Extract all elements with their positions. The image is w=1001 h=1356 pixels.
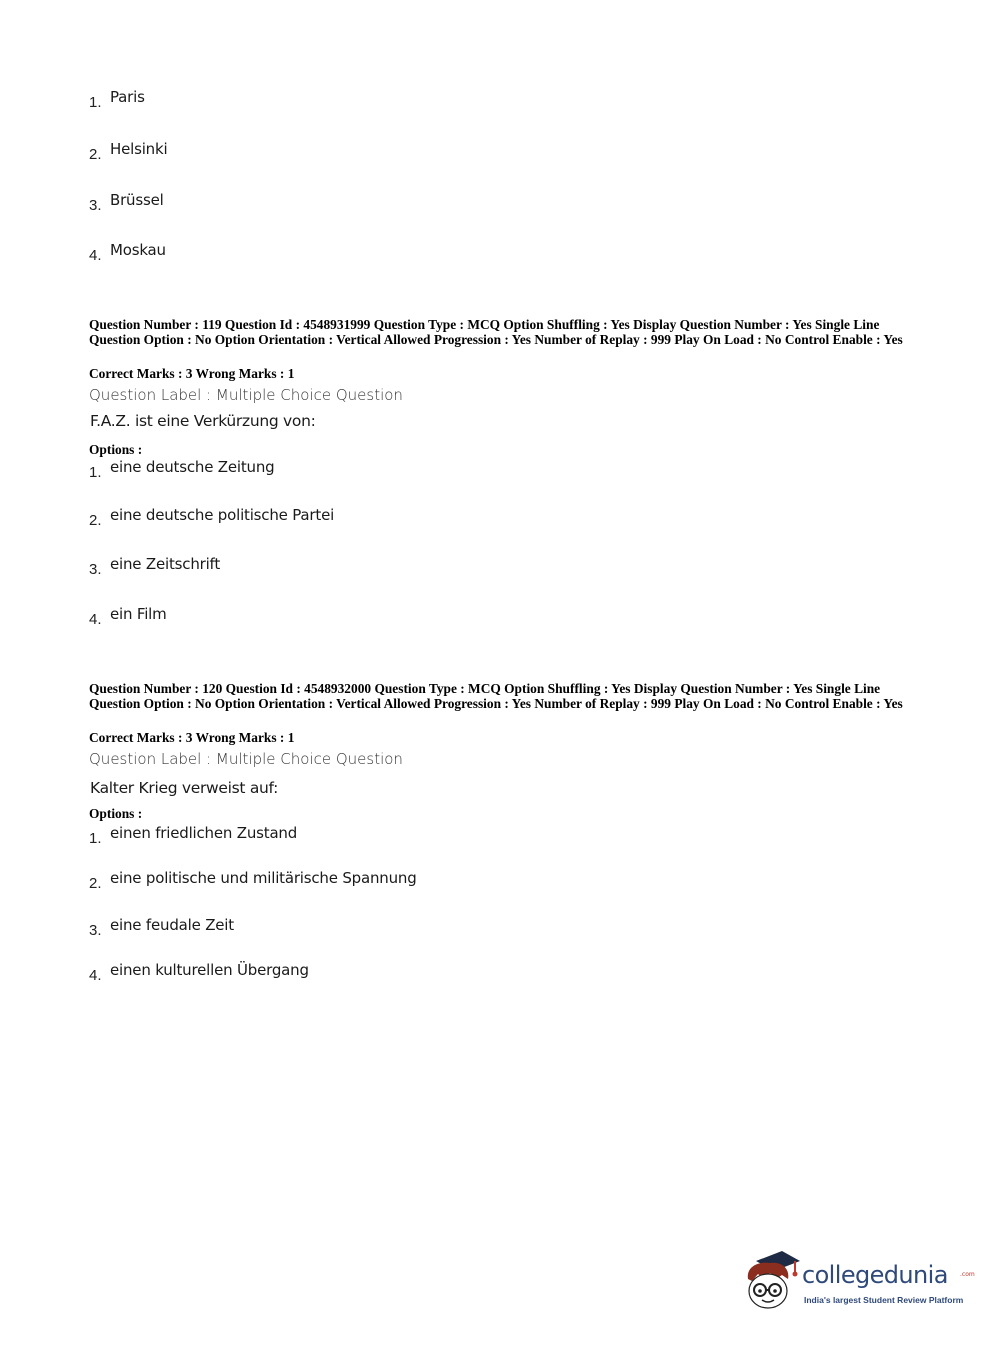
options-heading: Options :: [89, 806, 143, 821]
option-2: [89, 869, 417, 892]
question-marks: Correct Marks : 3 Wrong Marks : 1: [89, 730, 295, 745]
question-meta: Question Number : 119 Question Id : 4548931999 Question Type : MCQ Option Shuffling : Yes Display Question Number : Yes Single Line Question Option : No Option Orientation : Vertical Allowed Progression : Yes Number of Replay : 999 Play On Load : No Control Enable : Yes: [89, 317, 903, 347]
option-text: Moskau: [110, 241, 166, 259]
option-text: eine deutsche Zeitung: [110, 458, 275, 476]
question-label: Question Label : Multiple Choice Question: [89, 750, 403, 768]
option-number: 2.: [89, 146, 102, 163]
collegedunia-logo: [742, 1247, 975, 1315]
option-number: 4.: [89, 967, 102, 984]
option-1: [89, 458, 275, 481]
option-2: [89, 140, 168, 163]
option-text: einen friedlichen Zustand: [110, 824, 298, 842]
option-2: [89, 506, 335, 529]
option-text: Paris: [110, 88, 145, 106]
logo-dotcom-text: .com: [960, 1271, 975, 1278]
option-3: [89, 555, 221, 578]
option-number: 4.: [89, 611, 102, 628]
option-text: Brüssel: [110, 191, 164, 209]
option-number: 1.: [89, 94, 102, 111]
option-3: [89, 916, 234, 939]
option-4: [89, 241, 166, 264]
question-meta: Question Number : 120 Question Id : 4548932000 Question Type : MCQ Option Shuffling : Yes Display Question Number : Yes Single Line Question Option : No Option Orientation : Vertical Allowed Progression : Yes Number of Replay : 999 Play On Load : No Control Enable : Yes: [89, 681, 903, 711]
option-text: eine politische und militärische Spannung: [110, 869, 417, 887]
option-1: [89, 824, 298, 847]
option-number: 1.: [89, 830, 102, 847]
option-number: 3.: [89, 561, 102, 578]
option-number: 3.: [89, 922, 102, 939]
option-text: ein Film: [110, 605, 167, 623]
option-number: 2.: [89, 512, 102, 529]
question-marks: Correct Marks : 3 Wrong Marks : 1: [89, 366, 295, 381]
option-text: eine Zeitschrift: [110, 555, 221, 573]
option-number: 2.: [89, 875, 102, 892]
option-4: [89, 605, 167, 628]
logo-brand-text: collegedunia: [802, 1261, 948, 1289]
option-text: eine feudale Zeit: [110, 916, 234, 934]
option-4: [89, 961, 309, 984]
logo-tagline: India's largest Student Review Platform: [804, 1295, 964, 1305]
option-text: einen kulturellen Übergang: [110, 961, 309, 979]
option-number: 1.: [89, 464, 102, 481]
option-3: [89, 191, 164, 214]
option-text: Helsinki: [110, 140, 168, 158]
option-number: 4.: [89, 247, 102, 264]
option-1: [89, 88, 145, 111]
option-number: 3.: [89, 197, 102, 214]
mascot-icon: [742, 1249, 802, 1313]
question-label: Question Label : Multiple Choice Question: [89, 386, 403, 404]
question-text: F.A.Z. ist eine Verkürzung von:: [90, 412, 316, 430]
option-text: eine deutsche politische Partei: [110, 506, 335, 524]
question-text: Kalter Krieg verweist auf:: [90, 779, 279, 797]
options-heading: Options :: [89, 442, 143, 457]
